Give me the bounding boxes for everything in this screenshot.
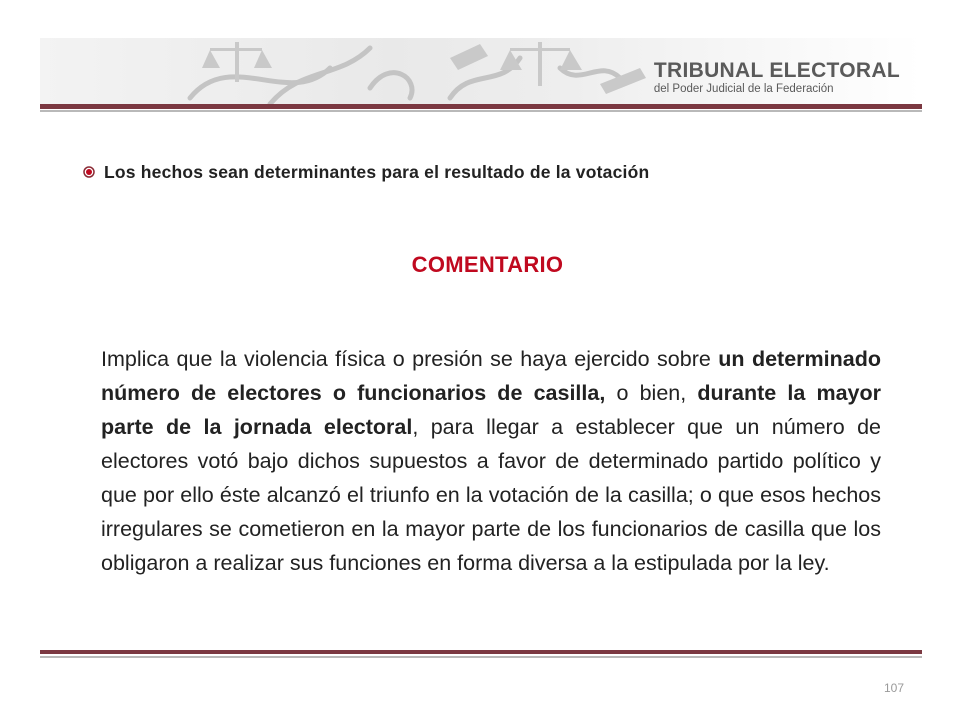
- paragraph-emphasis: un determinado número de electores o funcionarios de casilla,: [101, 347, 881, 405]
- section-heading: COMENTARIO: [411, 252, 564, 277]
- header-rule: [40, 104, 922, 109]
- bullet-dot-icon: [83, 166, 95, 178]
- header-banner: [40, 38, 922, 104]
- paragraph-text: Implica que la violencia física o presión se haya ejercido sobre: [101, 347, 719, 371]
- header-rule-secondary: [40, 110, 922, 112]
- logo-title: TRIBUNAL ELECTORAL: [653, 59, 900, 82]
- justice-scales-watermark-icon: [40, 38, 680, 104]
- logo: [654, 60, 900, 96]
- footer-rule-secondary: [40, 656, 922, 658]
- page-number: 107: [883, 681, 904, 695]
- bullet-text: Los hechos sean determinantes para el resultado de la votación: [104, 161, 650, 182]
- paragraph-text: , para llegar a establecer que un número de electores votó bajo dichos supuestos a favor de determinado partido político y que por ello éste alcanzó el triunfo en la votación de la casilla; o que esos hechos irregulares se cometieron en la mayor parte de los funcionarios de casilla que los obligaron a realizar sus funciones en forma diversa a la estipulada por la ley.: [101, 415, 881, 575]
- paragraph-text: o bien,: [605, 381, 698, 405]
- bullet-item: [83, 160, 883, 184]
- footer-rule: [40, 650, 922, 654]
- logo-subtitle: del Poder Judicial de la Federación: [653, 83, 834, 95]
- paragraph-emphasis: durante la mayor parte de la jornada electoral: [101, 381, 882, 439]
- body-paragraph: [101, 342, 881, 580]
